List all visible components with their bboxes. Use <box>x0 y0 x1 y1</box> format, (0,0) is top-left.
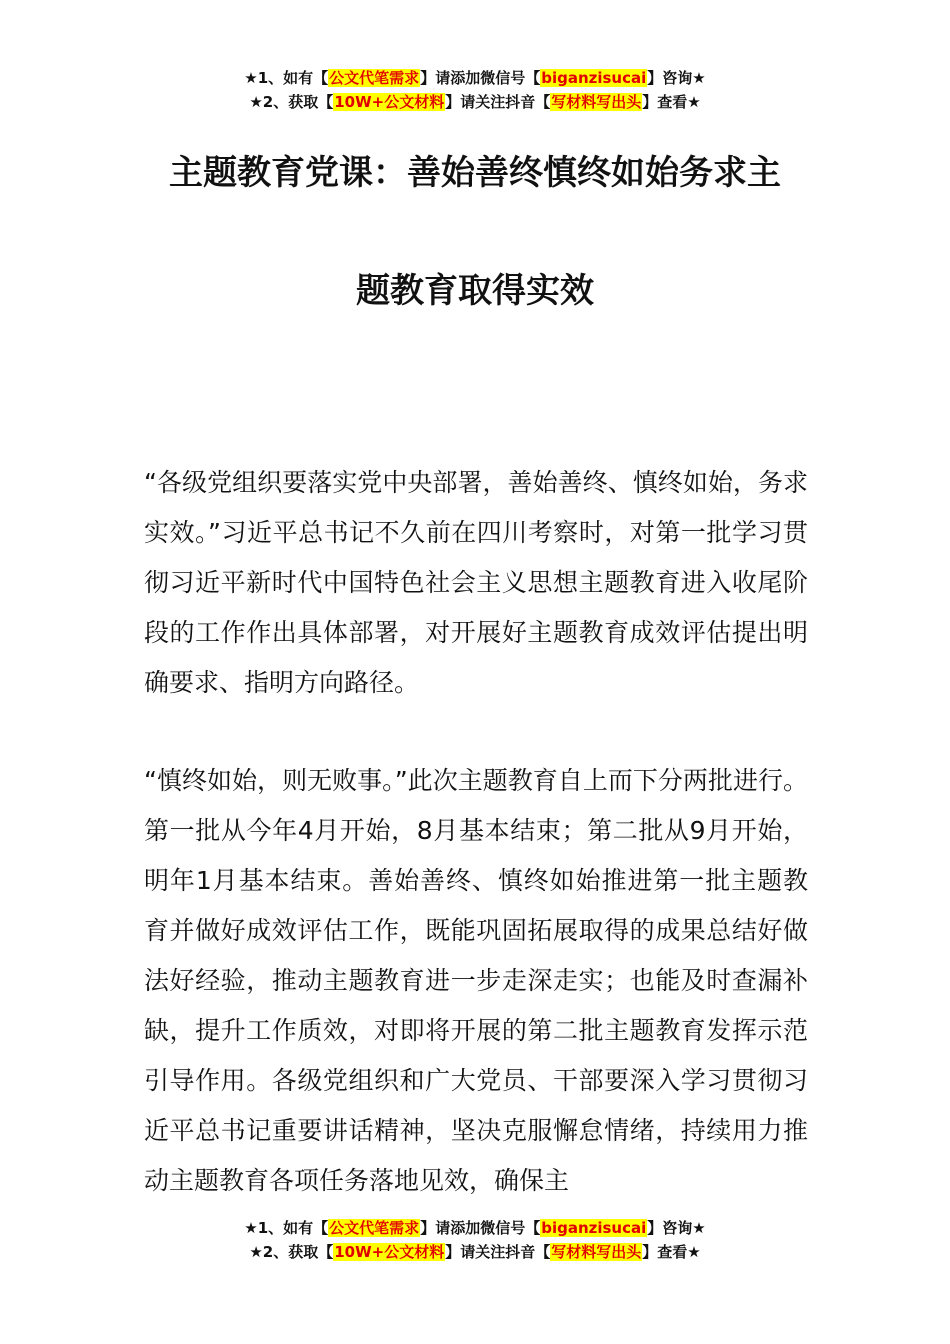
promo-line-1-middle: 】请添加微信号【 <box>420 1219 541 1237</box>
promo-line-1-highlight-service: 公文代笔需求 <box>329 69 420 87</box>
promo-line-2-highlight-douyin: 写材料写出头 <box>551 1243 642 1261</box>
promo-line-2-highlight-materials: 10W+公文材料 <box>334 93 445 111</box>
promo-line-2-prefix: ★2、获取【 <box>249 1243 334 1261</box>
body-paragraph-1: “各级党组织要落实党中央部署，善始善终、慎终如始，务求实效。”习近平总书记不久前在四川考察时，对第一批学习贯彻习近平新时代中国特色社会主义思想主题教育进入收尾阶段的工作作出具体部署，对开展好主题教育成效评估提出明确要求、指明方向路径。 <box>144 468 808 697</box>
promo-line-2-highlight-materials: 10W+公文材料 <box>334 1243 445 1261</box>
promo-line-2-middle: 】请关注抖音【 <box>445 1243 551 1261</box>
promo-line-1 <box>0 66 950 90</box>
promo-line-1-highlight-wechat: biganzisucai <box>541 69 647 87</box>
document-title-line-2: 题教育取得实效 <box>356 271 594 311</box>
promo-line-2 <box>0 90 950 114</box>
promo-line-1-highlight-wechat: biganzisucai <box>541 1219 647 1237</box>
promo-line-1-middle: 】请添加微信号【 <box>420 69 541 87</box>
promo-line-2 <box>0 1240 950 1264</box>
promo-line-2-highlight-douyin: 写材料写出头 <box>551 93 642 111</box>
promo-line-1-highlight-service: 公文代笔需求 <box>329 1219 420 1237</box>
promo-line-1 <box>0 1216 950 1240</box>
promo-line-2-suffix: 】查看★ <box>642 93 701 111</box>
promo-line-2-suffix: 】查看★ <box>642 1243 701 1261</box>
footer-promo-banner <box>0 1216 950 1264</box>
header-promo-banner <box>0 66 950 114</box>
promo-line-1-suffix: 】咨询★ <box>647 69 706 87</box>
promo-line-2-prefix: ★2、获取【 <box>249 93 334 111</box>
body-paragraph-2: “慎终如始，则无败事。”此次主题教育自上而下分两批进行。第一批从今年4月开始，8月基本结束；第二批从9月开始，明年1月基本结束。善始善终、慎终如始推进第一批主题教育并做好成效评估工作，既能巩固拓展取得的成果总结好做法好经验，推动主题教育进一步走深走实；也能及时查漏补缺，提升工作质效，对即将开展的第二批主题教育发挥示范引导作用。各级党组织和广大党员、干部要深入学习贯彻习近平总书记重要讲话精神，坚决克服懈怠情绪，持续用力推动主题教育各项任务落地见效，确保主 <box>144 766 808 1195</box>
promo-line-2-middle: 】请关注抖音【 <box>445 93 551 111</box>
promo-line-1-prefix: ★1、如有【 <box>244 69 329 87</box>
promo-line-1-prefix: ★1、如有【 <box>244 1219 329 1237</box>
promo-line-1-suffix: 】咨询★ <box>647 1219 706 1237</box>
document-title-line-1: 主题教育党课：善始善终慎终如始务求主 <box>169 153 781 193</box>
